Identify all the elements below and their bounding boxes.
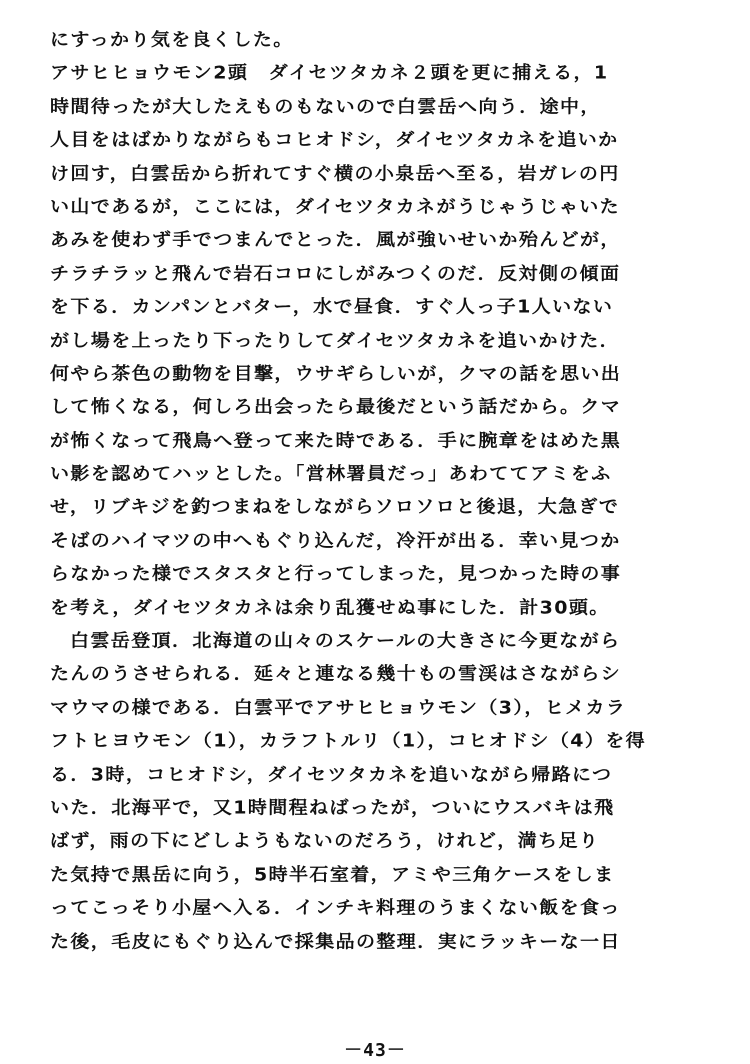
text-line-23: る．3時，コヒオドシ，ダイセツタカネを追いながら帰路につ — [50, 764, 613, 785]
text-line-19: 白雲岳登頂．北海道の山々のスケールの大きさに今更ながら — [70, 630, 621, 652]
text-line-2: アサヒヒョウモン2頭 ダイセツタカネ２頭を更に捕える，1 — [50, 63, 609, 84]
body-text — [50, 24, 720, 959]
text-line-27: ってこっそり小屋へ入る．インチキ料理のうまくない飯を食っ — [50, 898, 621, 919]
text-line-1: にすっかり気を良くした。 — [50, 29, 294, 51]
text-line-4: 人目をはばかりながらもコヒオドシ，ダイセツタカネを追いか — [50, 130, 619, 151]
text-line-10: がし場を上ったり下ったりしてダイセツタカネを追いかけた． — [50, 330, 621, 351]
text-line-3: 時間待ったが大したえものもないので白雲岳へ向う．途中， — [50, 96, 601, 117]
text-line-16: そばのハイマツの中へもぐり込んだ，冷汗が出る．幸い見つか — [50, 530, 621, 552]
text-line-21: マウマの様である．白雲平でアサヒヒョウモン（3），ヒメカラ — [50, 697, 627, 718]
text-line-5: け回す，白雲岳から折れてすぐ横の小泉岳へ至る，岩ガレの円 — [50, 163, 620, 184]
text-line-8: チラチラッと飛んで岩石コロにしがみつくのだ．反対側の傾面 — [50, 263, 621, 284]
text-line-9: を下る．カンパンとバター，水で昼食．すぐ人っ子1人いない — [50, 297, 614, 318]
text-line-26: た気持で黒岳に向う，5時半石室着，アミや三角ケースをしま — [50, 864, 615, 885]
text-line-13: が怖くなって飛鳥へ登って来た時である．手に腕章をはめた黒 — [50, 430, 622, 451]
text-line-25: ばず，雨の下にどしようもないのだろう，けれど，満ち足り — [50, 831, 600, 852]
text-line-15: せ，リブキジを釣つまねをしながらソロソロと後退，大急ぎで — [50, 497, 620, 518]
text-line-14: い影を認めてハッとした。「営林署員だっ」あわててアミをふ — [50, 464, 612, 485]
text-line-20: たんのうさせられる．延々と連なる幾十もの雪渓はさながらシ — [50, 664, 622, 685]
text-line-28: た後，毛皮にもぐり込んで採集品の整理．実にラッキーな一日 — [50, 931, 621, 952]
text-line-24: いた．北海平で，又1時間程ねばったが，ついにウスバキは飛 — [50, 797, 615, 819]
text-line-7: あみを使わず手でつまんでとった．風が強いせいか殆んどが， — [50, 230, 621, 251]
text-line-12: して怖くなる，何しろ出会ったら最後だという話だから。クマ — [50, 397, 622, 418]
text-line-18: を考え，ダイセツタカネは余り乱獲せぬ事にした．計30頭。 — [50, 597, 610, 618]
text-line-6: い山であるが，ここには，ダイセツタカネがうじゃうじゃいた — [50, 196, 621, 218]
page-number: －43－ — [344, 1040, 406, 1061]
text-line-22: フトヒヨウモン（1），カラフトルリ（1），コヒオドシ（4）を得 — [50, 731, 647, 752]
text-line-17: らなかった様でスタスタと行ってしまった，見つかった時の事 — [50, 564, 622, 585]
text-line-11: 何やら茶色の動物を目撃，ウサギらしいが，クマの話を思い出 — [50, 363, 622, 385]
